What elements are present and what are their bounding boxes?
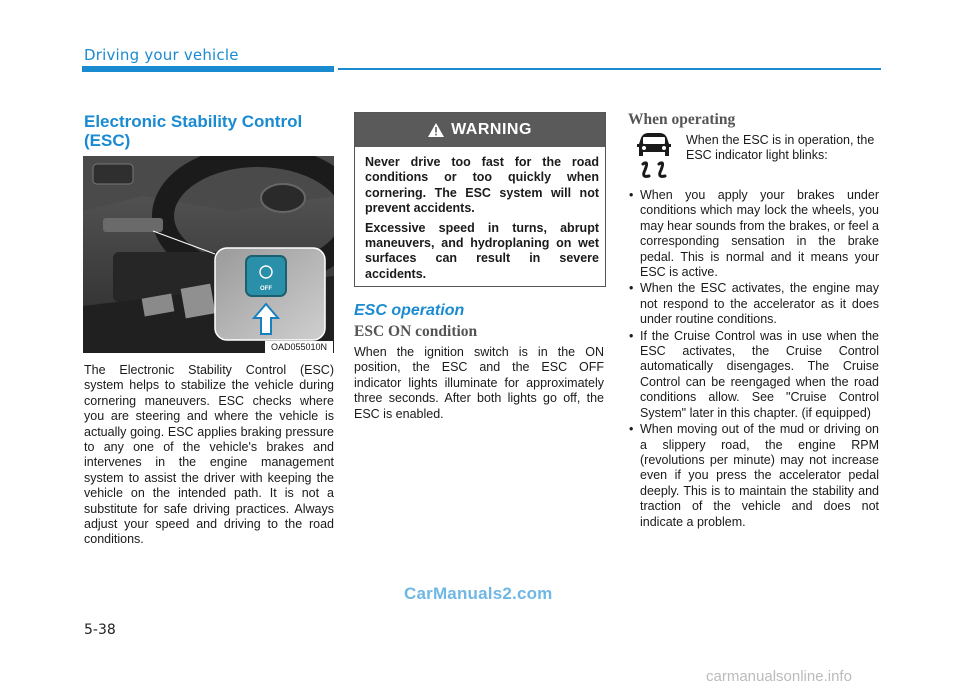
header-rule [338, 68, 881, 70]
warning-box [354, 112, 606, 287]
esc-description: The Electronic Stability Control (ESC) system helps to stabilize the vehicle during cornering maneuvers. ESC checks where you are steering and where the vehicle is actually going. ESC applies braking pressure to any one of the vehicle's brakes and intervenes in the engine management system to assist the driver with keeping the vehicle on the intended path. It is not a substitute for safe driving practices. Always adjust your speed and driving to the road conditions. [84, 363, 334, 547]
list-item: • When you apply your brakes under conditions which may lock the wheels, you may hear sounds from the brakes, or feel a corresponding sensation in the brake pedal. This is normal and it means your ESC is active. [628, 188, 879, 280]
esc-on-condition-heading: ESC ON condition [354, 323, 478, 340]
operating-bullets [628, 188, 879, 531]
page-number: 5-38 [84, 622, 116, 638]
list-item: • When moving out of the mud or driving on a slippery road, the engine RPM (revolutions per minute) may not increase even if you press the accelerator pedal deeply. This is to maintain the stability and traction of the vehicle and does not indicate a problem. [628, 422, 879, 530]
esc-indicator-icon [627, 130, 681, 182]
warning-paragraph: Never drive too fast for the road conditions or too quickly when cornering. The ESC system will not prevent accidents. [365, 155, 599, 216]
warning-header [355, 113, 605, 147]
dashboard-illustration [83, 156, 334, 353]
esc-on-description: When the ignition switch is in the ON position, the ESC and the ESC OFF indicator lights illuminate for approximately three seconds. After both lights go off, the ESC is enabled. [354, 345, 604, 421]
warning-paragraph: Excessive speed in turns, abrupt maneuvers, and hydroplaning on wet surfaces can result in severe accidents. [365, 220, 599, 281]
section-header: Driving your vehicle [84, 46, 239, 64]
esc-operation-heading: ESC operation [354, 302, 465, 319]
esc-dashboard-photo [83, 156, 334, 353]
warning-heading: WARNING [451, 121, 532, 138]
when-operating-heading: When operating [628, 111, 736, 128]
image-code: OAD055010N [265, 341, 333, 354]
list-item: • When the ESC activates, the engine may not respond to the accelerator as it does under routine conditions. [628, 281, 879, 327]
footer-site-watermark: carmanualsonline.info [706, 668, 852, 685]
warning-body [355, 147, 605, 282]
list-item: • If the Cruise Control was in use when the ESC activates, the Cruise Control automatically disengages. The Cruise Control can be reengaged when the road conditions allow. See "Cruise Control System" later in this chapter. (if equipped) [628, 329, 879, 421]
warning-triangle-icon [428, 123, 444, 137]
esc-operating-intro: When the ESC is in operation, the ESC indicator light blinks: [686, 133, 875, 163]
page-title: Electronic Stability Control (ESC) [84, 112, 303, 150]
esc-off-button-label: OFF [260, 286, 272, 292]
watermark-link[interactable]: CarManuals2.com [404, 584, 553, 603]
header-bar-thick [82, 66, 334, 72]
